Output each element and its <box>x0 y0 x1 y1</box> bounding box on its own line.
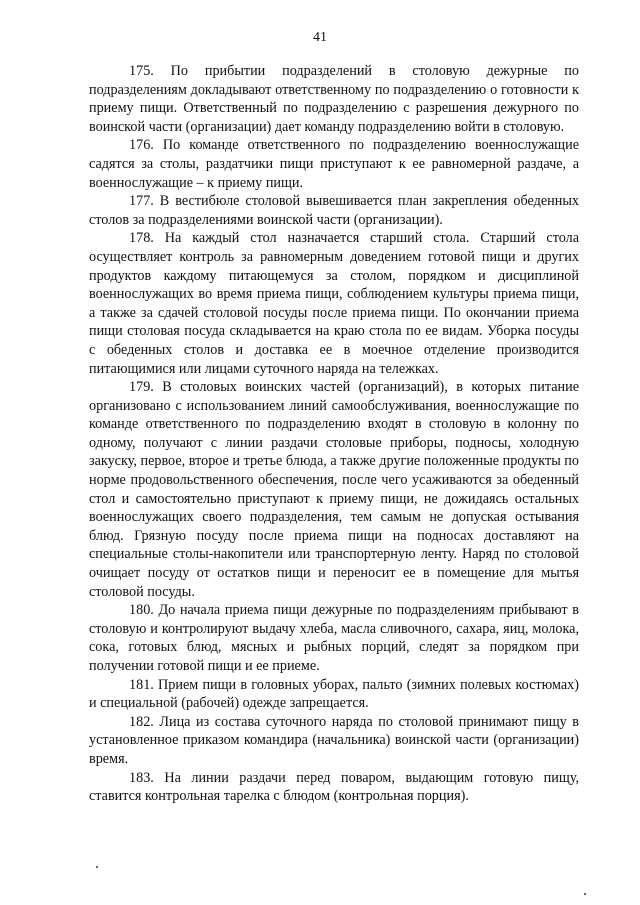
document-body <box>89 62 579 806</box>
paragraph-175: 175. По прибытии подразделений в столовую дежурные по подразделениям докладывают ответственному по подразделению о готовности к приему пищи. Ответственный по подразделению с разрешения дежурного по воинской части (организации) дает команду подразделению войти в столовую. <box>89 63 579 135</box>
paragraph-177: 177. В вестибюле столовой вывешивается план закрепления обеденных столов за подразделениями воинской части (организации). <box>89 193 579 228</box>
paragraph-182: 182. Лица из состава суточного наряда по столовой принимают пищу в установленное приказом командира (начальника) воинской части (организации) время. <box>89 713 579 767</box>
scan-speck <box>96 866 98 868</box>
paragraph-176: 176. По команде ответственного по подразделению военнослужащие садятся за столы, раздатчики пищи приступают к ее равномерной раздаче, а военнослужащие – к приему пищи. <box>89 137 579 191</box>
paragraph-183: 183. На линии раздачи перед поваром, выдающим готовую пищу, ставится контрольная тарелка с блюдом (контрольная порция). <box>89 769 579 805</box>
paragraph-180: 180. До начала приема пищи дежурные по подразделениям прибывают в столовую и контролируют выдачу хлеба, масла сливочного, сахара, яиц, молока, сока, готовых блюд, мясных и рыбных порций, следят за порядком при получении готовой пищи и ее приеме. <box>89 602 579 674</box>
paragraph-181: 181. Прием пищи в головных уборах, пальто (зимних полевых костюмах) и специальной (рабочей) одежде запрещается. <box>89 676 579 712</box>
paragraph-179: 179. В столовых воинских частей (организаций), в которых питание организовано с использованием линий самообслуживания, военнослужащие по команде ответственного по подразделению входят в столовую в колонну по одному, получают с линии раздачи столовые приборы, подносы, холодную закуску, первое, второе и третье блюда, а также другие положенные продукты по норме продовольственного обеспечения, после чего усаживаются за обеденный стол и самостоятельно приступают к приему пищи, не дожидаясь остальных военнослужащих своего подразделения, тем самым не допуская остывания блюд. Грязную посуду после приема пищи на подносах доставляют на специальные столы-накопители или транспортерную ленту. Наряд по столовой очищает посуду от остатков пищи и переносит ее в помещение для мытья столовой посуды. <box>89 379 579 600</box>
scan-speck <box>584 893 586 895</box>
paragraph-178: 178. На каждый стол назначается старший стола. Старший стола осуществляет контроль за равномерным доведением готовой пищи и других продуктов каждому питающемуся за столом, порядком и дисциплиной военнослужащих во время приема пищи, соблюдением культуры приема пищи, а также за сдачей столовой посуды после приема пищи. По окончании приема пищи столовая посуда складывается на краю стола по ее видам. Уборка посуды с обеденных столов и доставка ее в моечное отделение производится питающимися или лицами суточного наряда на тележках. <box>89 230 579 377</box>
page-number: 41 <box>313 30 327 45</box>
